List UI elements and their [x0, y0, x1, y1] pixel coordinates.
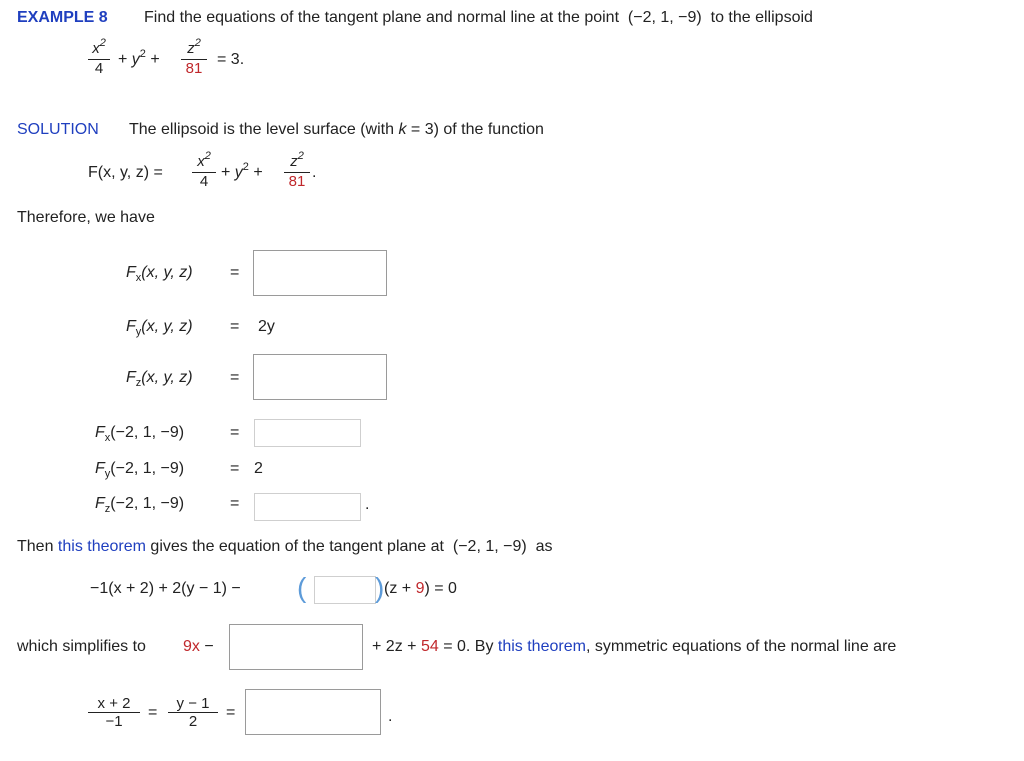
F-plus-1: +	[221, 164, 231, 181]
F-x-power: 2	[204, 150, 211, 162]
Fz-equals: =	[230, 369, 240, 386]
simplified-coef: 9x −	[183, 638, 214, 655]
tangent-sentence: Then this theorem gives the equation of the tangent plane at (−2, 1, −9) as	[17, 538, 553, 555]
intro-k: k	[398, 121, 407, 138]
Fz-answer-input[interactable]	[253, 354, 387, 400]
example-prompt	[144, 9, 813, 27]
simplified-y-input[interactable]	[229, 624, 363, 670]
normal-fraction-y: $\frac{y - 1}{2}$	[168, 695, 218, 730]
F-y-term: y	[234, 164, 243, 181]
z-numerator: z	[187, 40, 195, 57]
intro-b: = 3) of the function	[410, 121, 544, 138]
intro-a: The ellipsoid is the level surface (with	[129, 121, 395, 138]
Fy-equals: =	[230, 318, 240, 335]
simplifies-text: which simplifies to	[17, 638, 146, 655]
F-x-denominator: 4	[199, 173, 209, 190]
F-x-numerator: x	[197, 153, 205, 170]
F-period: .	[312, 164, 317, 181]
F-plus-2: +	[253, 164, 263, 181]
simplified-tail: + 2z + 54 = 0. By this theorem, symmetric equations of the normal line are	[372, 638, 897, 655]
prompt-point: (−2, 1, −9)	[627, 9, 702, 26]
tangent-eq-right: (z + 9) = 0	[384, 580, 457, 597]
F-y-power: 2	[242, 161, 249, 173]
theorem-link-1[interactable]: this theorem	[57, 538, 146, 555]
Fx-answer-input[interactable]	[253, 250, 387, 296]
normal-eq-2: =	[226, 704, 236, 721]
z-power: 2	[194, 37, 201, 49]
plus-1: +	[118, 51, 128, 68]
close-paren: )	[375, 572, 385, 603]
plus-2: +	[150, 51, 160, 68]
ellipsoid-z-fraction	[181, 37, 207, 77]
F-z-fraction	[284, 150, 310, 190]
therefore-text: Therefore, we have	[17, 209, 155, 226]
Fx-label: $F_x(x$, y, z)	[126, 264, 193, 284]
Fy-at-point-equals: =	[230, 460, 240, 477]
normal-eq-1: =	[148, 704, 158, 721]
ellipsoid-x-fraction	[88, 37, 110, 77]
example-label: EXAMPLE 8	[17, 9, 108, 26]
F-z-power: 2	[297, 150, 304, 162]
F-z-denominator: 81	[288, 173, 306, 190]
Fy-label: $F_y(x$, y, z)	[126, 318, 193, 338]
F-definition-lhs: F(x, y, z) =	[88, 164, 163, 181]
tangent-eq-left: −1(x + 2) + 2(y − 1) −	[90, 580, 241, 597]
Fz-label: $F_z(x$, y, z)	[126, 369, 193, 389]
prompt-text: Find the equations of the tangent plane and normal line at the point	[144, 9, 620, 26]
normal-period: .	[388, 708, 393, 725]
Fx-equals: =	[230, 264, 240, 281]
F-middle	[221, 161, 263, 182]
prompt-tail: to the ellipsoid	[710, 9, 813, 26]
ellipsoid-rhs: = 3.	[217, 51, 245, 68]
y-power: 2	[139, 48, 146, 60]
x-power: 2	[99, 37, 106, 49]
tangent-Fz-input[interactable]	[314, 576, 376, 604]
Fz-at-point-equals: =	[230, 495, 240, 512]
ellipsoid-middle	[118, 48, 160, 69]
normal-fraction-x: $\frac{x + 2}{-1}$	[88, 695, 140, 730]
Fx-at-point-equals: =	[230, 424, 240, 441]
x-numerator: x	[92, 40, 100, 57]
normal-z-input[interactable]	[245, 689, 381, 735]
F-x-fraction	[192, 150, 216, 190]
z-denominator: 81	[185, 60, 203, 77]
Fx-at-point-label: $F_x(-2$, 1, −9)	[95, 424, 185, 444]
x-denominator: 4	[94, 60, 104, 77]
Fz-at-point-label: $F_z(-2$, 1, −9)	[95, 495, 185, 515]
solution-intro	[129, 121, 544, 139]
y-term: y	[131, 51, 140, 68]
F-z-numerator: z	[290, 153, 298, 170]
theorem-link-2[interactable]: this theorem	[497, 638, 586, 655]
Fz-at-point-input[interactable]	[254, 493, 361, 521]
open-paren: (	[297, 572, 307, 603]
Fx-at-point-input[interactable]	[254, 419, 361, 447]
evaluated-period: .	[365, 496, 370, 513]
Fy-at-point-value: 2	[254, 460, 263, 477]
solution-label: SOLUTION	[17, 121, 99, 138]
Fy-value: 2y	[258, 318, 275, 335]
Fy-at-point-label: $F_y(-2$, 1, −9)	[95, 460, 185, 480]
